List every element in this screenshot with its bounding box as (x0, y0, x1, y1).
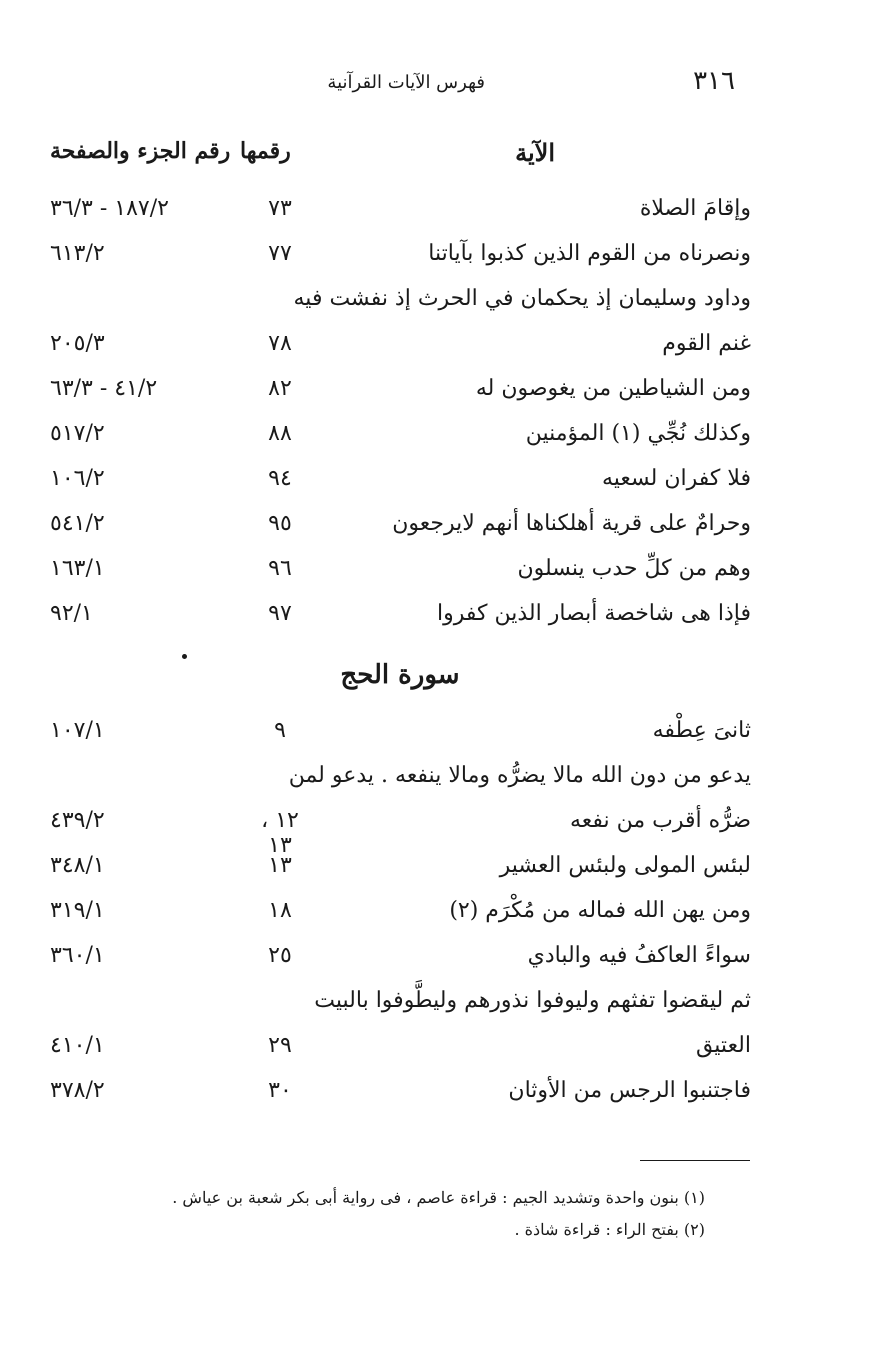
index-row (40, 550, 751, 595)
verse-text: فاجتنبوا الرجس من الأوثان (508, 1078, 751, 1103)
index-row (40, 937, 751, 982)
verse-text: ومن يهن الله فماله من مُكْرَم (٢) (449, 898, 751, 923)
volume-page-ref: ٣٤٨/١ (50, 853, 105, 878)
verse-text: ثانىَ عِطْفه (652, 718, 751, 743)
volume-page-ref: ٣١٩/١ (50, 898, 105, 923)
index-row (40, 325, 751, 370)
page-header (80, 66, 735, 96)
volume-page-ref: ٥٤١/٢ (50, 511, 105, 536)
footnote-2: (٢) بفتح الراء : قراءة شاذة . (514, 1220, 705, 1239)
index-row (40, 235, 751, 280)
verse-text: ضرُّه أقرب من نفعه (570, 808, 751, 833)
volume-page-ref: ٤٣٩/٢ (50, 808, 105, 833)
verse-text: ونصرناه من القوم الذين كذبوا بآياتنا (428, 241, 751, 266)
index-row (40, 712, 751, 757)
volume-page-ref: ٣٧٨/٢ (50, 1078, 105, 1103)
index-row (40, 595, 751, 640)
column-header-verse: الآية (515, 138, 555, 167)
verse-number: ١٢ ، ١٣ (261, 808, 299, 858)
verse-number: ٧٨ (268, 331, 292, 356)
index-row (40, 505, 751, 550)
column-headers (40, 138, 755, 172)
verse-number: ٩٦ (268, 556, 292, 581)
index-row (40, 1072, 751, 1117)
index-row (40, 370, 751, 415)
running-title: فهرس الآيات القرآنية (327, 72, 485, 93)
verse-text: ومن الشياطين من يغوصون له (475, 376, 751, 401)
verse-number: ٩٤ (268, 466, 292, 491)
volume-page-ref: ٤١/٢ - ٦٣/٣ (50, 376, 158, 401)
entries-top (40, 190, 751, 640)
verse-number: ٢٥ (268, 943, 292, 968)
verse-number: ٩٧ (268, 601, 292, 626)
verse-number: ٧٣ (268, 196, 292, 221)
entries-bottom (40, 712, 751, 1117)
volume-page-ref: ٩٢/١ (50, 601, 93, 626)
footnotes (100, 1188, 705, 1252)
footnote-1: (١) بنون واحدة وتشديد الجيم : قراءة عاصم ، فى رواية أبى بكر شعبة بن عياش . (172, 1188, 705, 1207)
page-number: ٣١٦ (693, 66, 735, 96)
verse-text: وداود وسليمان إذ يحكمان في الحرث إذ نفشت فيه (293, 286, 751, 311)
stray-dot-mark (182, 654, 187, 659)
volume-page-ref: ٣٦٠/١ (50, 943, 105, 968)
index-row (40, 847, 751, 892)
verse-text: وهم من كلِّ حدب ينسلون (517, 556, 751, 581)
verse-text: سواءً العاكفُ فيه والبادي (527, 943, 751, 968)
volume-page-ref: ٥١٧/٢ (50, 421, 105, 446)
volume-page-ref: ٦١٣/٢ (50, 241, 105, 266)
verse-number: ٩٥ (268, 511, 292, 536)
index-row (40, 982, 751, 1027)
verse-text: ثم ليقضوا تفثهم وليوفوا نذورهم وليطَّوفوا بالبيت (314, 988, 751, 1013)
verse-number: ٩ (274, 718, 286, 743)
verse-number: ٨٨ (268, 421, 292, 446)
verse-number: ١٨ (268, 898, 292, 923)
verse-text: وكذلك نُجِّي (١) المؤمنين (525, 421, 751, 446)
verse-text: لبئس المولى ولبئس العشير (499, 853, 751, 878)
volume-page-ref: ١٠٦/٢ (50, 466, 105, 491)
verse-number: ٢٩ (268, 1033, 292, 1058)
volume-page-ref: ٤١٠/١ (50, 1033, 105, 1058)
index-row (40, 1027, 751, 1072)
verse-text: العتيق (695, 1033, 751, 1058)
verse-number: ٨٢ (268, 376, 292, 401)
index-row (40, 190, 751, 235)
column-header-reference: رقم الجزء والصفحة (50, 138, 231, 164)
index-row (40, 802, 751, 858)
index-row (40, 415, 751, 460)
surah-heading: سورة الحج (340, 660, 460, 690)
verse-text: وحرامٌ على قرية أهلكناها أنهم لايرجعون (392, 511, 751, 536)
verse-text: فلا كفران لسعيه (601, 466, 751, 491)
verse-text: غنم القوم (662, 331, 751, 356)
volume-page-ref: ١٨٧/٢ - ٣٦/٣ (50, 196, 169, 221)
verse-text: فإذا هى شاخصة أبصار الذين كفروا (437, 601, 751, 626)
volume-page-ref: ١٠٧/١ (50, 718, 105, 743)
verse-number: ١٣ (268, 853, 292, 878)
verse-text: يدعو من دون الله مالا يضرُّه ومالا ينفعه . يدعو لمن (288, 763, 751, 788)
index-row (40, 280, 751, 325)
volume-page-ref: ١٦٣/١ (50, 556, 105, 581)
footnote-divider (640, 1160, 750, 1161)
index-row (40, 460, 751, 505)
column-header-number: رقمها (240, 138, 291, 164)
volume-page-ref: ٢٠٥/٣ (50, 331, 105, 356)
index-row (40, 757, 751, 802)
verse-text: وإقامَ الصلاة (639, 196, 751, 221)
verse-number: ٧٧ (268, 241, 292, 266)
verse-number: ٣٠ (268, 1078, 292, 1103)
index-row (40, 892, 751, 937)
